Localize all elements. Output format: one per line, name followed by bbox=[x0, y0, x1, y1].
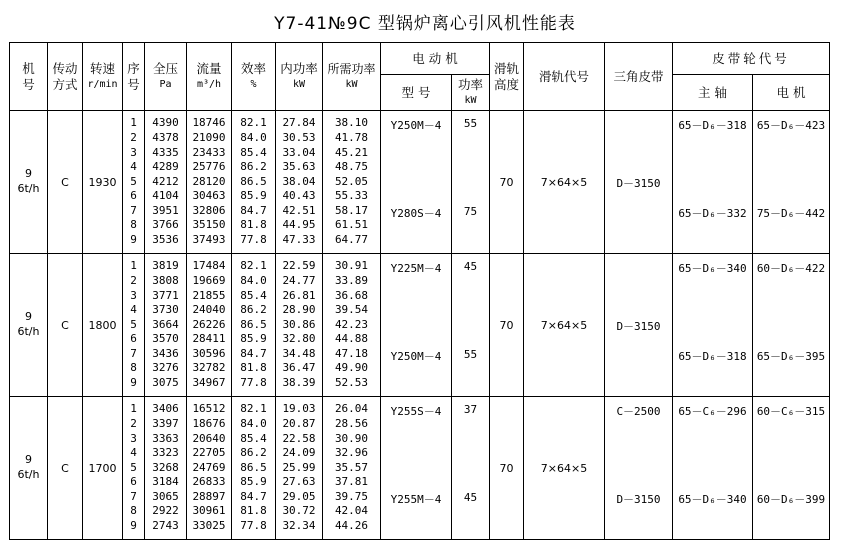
flow-cell bbox=[187, 397, 232, 540]
header-pulley-main: 主 轴 bbox=[673, 75, 753, 111]
header-pulley-motor: 电 机 bbox=[753, 75, 830, 111]
flow-cell-text: 18746 21090 23433 25776 28120 30463 32806 35150 37493 bbox=[192, 116, 226, 247]
machine-no-cell bbox=[10, 397, 48, 540]
pulley-motor-cell bbox=[753, 397, 830, 540]
rail-code-cell-text: 7×64×5 bbox=[540, 318, 588, 332]
required-power-cell bbox=[323, 111, 381, 254]
header-speed: 转速 r/min bbox=[83, 43, 123, 111]
drive-cell-text: C bbox=[61, 461, 69, 475]
required-power-cell-text: 30.91 33.89 36.68 39.54 42.23 44.88 47.18 49.90 52.53 bbox=[334, 259, 369, 390]
header-pulley: 皮带轮代号 bbox=[673, 43, 830, 75]
pulley-motor-cell-bottom: 60－D₆－399 bbox=[756, 492, 826, 506]
internal-power-cell-text: 27.84 30.53 33.04 35.63 38.04 40.43 42.51 44.95 47.33 bbox=[282, 116, 316, 247]
motor-model-cell bbox=[381, 111, 452, 254]
seq-cell bbox=[123, 397, 145, 540]
pulley-motor-cell-top: 65－D₆－423 bbox=[756, 118, 826, 132]
speed-cell-text: 1800 bbox=[88, 318, 117, 332]
motor-model-cell bbox=[381, 397, 452, 540]
header-pressure: 全压 Pa bbox=[145, 43, 187, 111]
pressure-cell-text: 3406 3397 3363 3323 3268 3184 3065 2922 2743 bbox=[152, 402, 179, 533]
seq-cell-text: 1 2 3 4 5 6 7 8 9 bbox=[130, 259, 137, 390]
seq-cell-text: 1 2 3 4 5 6 7 8 9 bbox=[130, 402, 137, 533]
pulley-main-cell-top: 65－D₆－340 bbox=[678, 261, 747, 275]
pressure-cell-text: 4390 4378 4335 4289 4212 4104 3951 3766 3536 bbox=[152, 116, 179, 247]
efficiency-cell-text: 82.1 84.0 85.4 86.2 86.5 85.9 84.7 81.8 77.8 bbox=[240, 402, 267, 533]
header-machine-no: 机号 bbox=[10, 43, 48, 111]
internal-power-cell-text: 22.59 24.77 26.81 28.90 30.86 32.80 34.48 36.47 38.39 bbox=[282, 259, 316, 390]
pulley-main-cell bbox=[673, 111, 753, 254]
rail-height-cell bbox=[490, 254, 524, 397]
header-rail-code: 滑轨代号 bbox=[524, 43, 605, 111]
efficiency-cell bbox=[232, 111, 276, 254]
vbelt-cell-middle: D－3150 bbox=[616, 319, 661, 333]
performance-table bbox=[9, 42, 830, 540]
drive-cell bbox=[48, 254, 83, 397]
motor-model-cell-bottom: Y280S－4 bbox=[390, 206, 442, 220]
pulley-main-cell-bottom: 65－D₆－318 bbox=[678, 349, 747, 363]
pulley-motor-cell-top: 60－D₆－422 bbox=[756, 261, 826, 275]
speed-cell bbox=[83, 254, 123, 397]
motor-model-cell-bottom: Y250M－4 bbox=[390, 349, 442, 363]
motor-model-cell-top: Y225M－4 bbox=[390, 261, 442, 275]
table-row bbox=[10, 254, 830, 397]
motor-model-cell-top: Y250M－4 bbox=[390, 118, 442, 132]
internal-power-cell bbox=[276, 397, 323, 540]
vbelt-cell bbox=[605, 254, 673, 397]
header-rail-height: 滑轨高度 bbox=[490, 43, 524, 111]
rail-height-cell-text: 70 bbox=[499, 175, 514, 189]
header-flow: 流量 m³/h bbox=[187, 43, 232, 111]
pressure-cell bbox=[145, 254, 187, 397]
header-drive: 传动方式 bbox=[48, 43, 83, 111]
pulley-motor-cell bbox=[753, 111, 830, 254]
table-row bbox=[10, 111, 830, 254]
motor-model-cell bbox=[381, 254, 452, 397]
machine-no-cell-text: 9 6t/h bbox=[17, 167, 40, 195]
motor-power-cell-bottom: 55 bbox=[463, 347, 478, 361]
drive-cell bbox=[48, 397, 83, 540]
pulley-main-cell bbox=[673, 254, 753, 397]
machine-no-cell bbox=[10, 111, 48, 254]
required-power-cell bbox=[323, 254, 381, 397]
seq-cell bbox=[123, 111, 145, 254]
machine-no-cell-text: 9 6t/h bbox=[17, 310, 40, 338]
internal-power-cell bbox=[276, 111, 323, 254]
rail-code-cell-text: 7×64×5 bbox=[540, 175, 588, 189]
motor-model-cell-top: Y255S－4 bbox=[390, 404, 442, 418]
pulley-motor-cell-top: 60－C₆－315 bbox=[756, 404, 826, 418]
pressure-cell bbox=[145, 111, 187, 254]
pulley-main-cell-bottom: 65－D₆－332 bbox=[678, 206, 747, 220]
motor-power-cell-top: 55 bbox=[463, 116, 478, 130]
required-power-cell bbox=[323, 397, 381, 540]
machine-no-cell bbox=[10, 254, 48, 397]
vbelt-cell-middle: D－3150 bbox=[616, 176, 661, 190]
efficiency-cell-text: 82.1 84.0 85.4 86.2 86.5 85.9 84.7 81.8 77.8 bbox=[240, 116, 267, 247]
pulley-main-cell bbox=[673, 397, 753, 540]
header-motor: 电 动 机 bbox=[381, 43, 490, 75]
vbelt-cell bbox=[605, 111, 673, 254]
header-motor-model: 型 号 bbox=[381, 75, 452, 111]
flow-cell bbox=[187, 254, 232, 397]
rail-code-cell bbox=[524, 254, 605, 397]
header-seq: 序号 bbox=[123, 43, 145, 111]
machine-no-cell-text: 9 6t/h bbox=[17, 453, 40, 481]
rail-code-cell bbox=[524, 111, 605, 254]
header-required-power: 所需功率 kW bbox=[323, 43, 381, 111]
efficiency-cell bbox=[232, 397, 276, 540]
motor-power-cell-top: 37 bbox=[463, 402, 478, 416]
required-power-cell-text: 38.10 41.78 45.21 48.75 52.05 55.33 58.17 61.51 64.77 bbox=[334, 116, 369, 247]
table-row bbox=[10, 397, 830, 540]
header-efficiency: 效率 % bbox=[232, 43, 276, 111]
rail-height-cell-text: 70 bbox=[499, 461, 514, 475]
pressure-cell bbox=[145, 397, 187, 540]
motor-power-cell-top: 45 bbox=[463, 259, 478, 273]
rail-height-cell-text: 70 bbox=[499, 318, 514, 332]
internal-power-cell bbox=[276, 254, 323, 397]
rail-height-cell bbox=[490, 111, 524, 254]
internal-power-cell-text: 19.03 20.87 22.58 24.09 25.99 27.63 29.05 30.72 32.34 bbox=[282, 402, 316, 533]
seq-cell bbox=[123, 254, 145, 397]
vbelt-cell-bottom: D－3150 bbox=[616, 492, 661, 506]
flow-cell-text: 16512 18676 20640 22705 24769 26833 28897 30961 33025 bbox=[192, 402, 226, 533]
header-vbelt: 三角皮带 bbox=[605, 43, 673, 111]
rail-height-cell bbox=[490, 397, 524, 540]
required-power-cell-text: 26.04 28.56 30.90 32.96 35.57 37.81 39.75 42.04 44.26 bbox=[334, 402, 369, 533]
motor-power-cell bbox=[452, 111, 490, 254]
header-internal-power: 内功率 kW bbox=[276, 43, 323, 111]
header-motor-power: 功率 kW bbox=[452, 75, 490, 111]
vbelt-cell bbox=[605, 397, 673, 540]
pressure-cell-text: 3819 3808 3771 3730 3664 3570 3436 3276 3075 bbox=[152, 259, 179, 390]
seq-cell-text: 1 2 3 4 5 6 7 8 9 bbox=[130, 116, 137, 247]
rail-code-cell bbox=[524, 397, 605, 540]
motor-power-cell-bottom: 75 bbox=[463, 204, 478, 218]
pulley-motor-cell-bottom: 65－D₆－395 bbox=[756, 349, 826, 363]
motor-power-cell bbox=[452, 397, 490, 540]
efficiency-cell-text: 82.1 84.0 85.4 86.2 86.5 85.9 84.7 81.8 77.8 bbox=[240, 259, 267, 390]
drive-cell-text: C bbox=[61, 175, 69, 189]
page-title: Y7-41№9C 型锅炉离心引风机性能表 bbox=[274, 14, 576, 34]
speed-cell-text: 1700 bbox=[88, 461, 117, 475]
flow-cell-text: 17484 19669 21855 24040 26226 28411 30596 32782 34967 bbox=[192, 259, 226, 390]
speed-cell-text: 1930 bbox=[88, 175, 117, 189]
rail-code-cell-text: 7×64×5 bbox=[540, 461, 588, 475]
flow-cell bbox=[187, 111, 232, 254]
speed-cell bbox=[83, 111, 123, 254]
efficiency-cell bbox=[232, 254, 276, 397]
pulley-motor-cell-bottom: 75－D₆－442 bbox=[756, 206, 826, 220]
pulley-main-cell-bottom: 65－D₆－340 bbox=[678, 492, 747, 506]
motor-model-cell-bottom: Y255M－4 bbox=[390, 492, 442, 506]
speed-cell bbox=[83, 397, 123, 540]
motor-power-cell bbox=[452, 254, 490, 397]
pulley-main-cell-top: 65－D₆－318 bbox=[678, 118, 747, 132]
drive-cell bbox=[48, 111, 83, 254]
drive-cell-text: C bbox=[61, 318, 69, 332]
vbelt-cell-top: C－2500 bbox=[616, 404, 661, 418]
pulley-main-cell-top: 65－C₆－296 bbox=[678, 404, 747, 418]
pulley-motor-cell bbox=[753, 254, 830, 397]
motor-power-cell-bottom: 45 bbox=[463, 490, 478, 504]
